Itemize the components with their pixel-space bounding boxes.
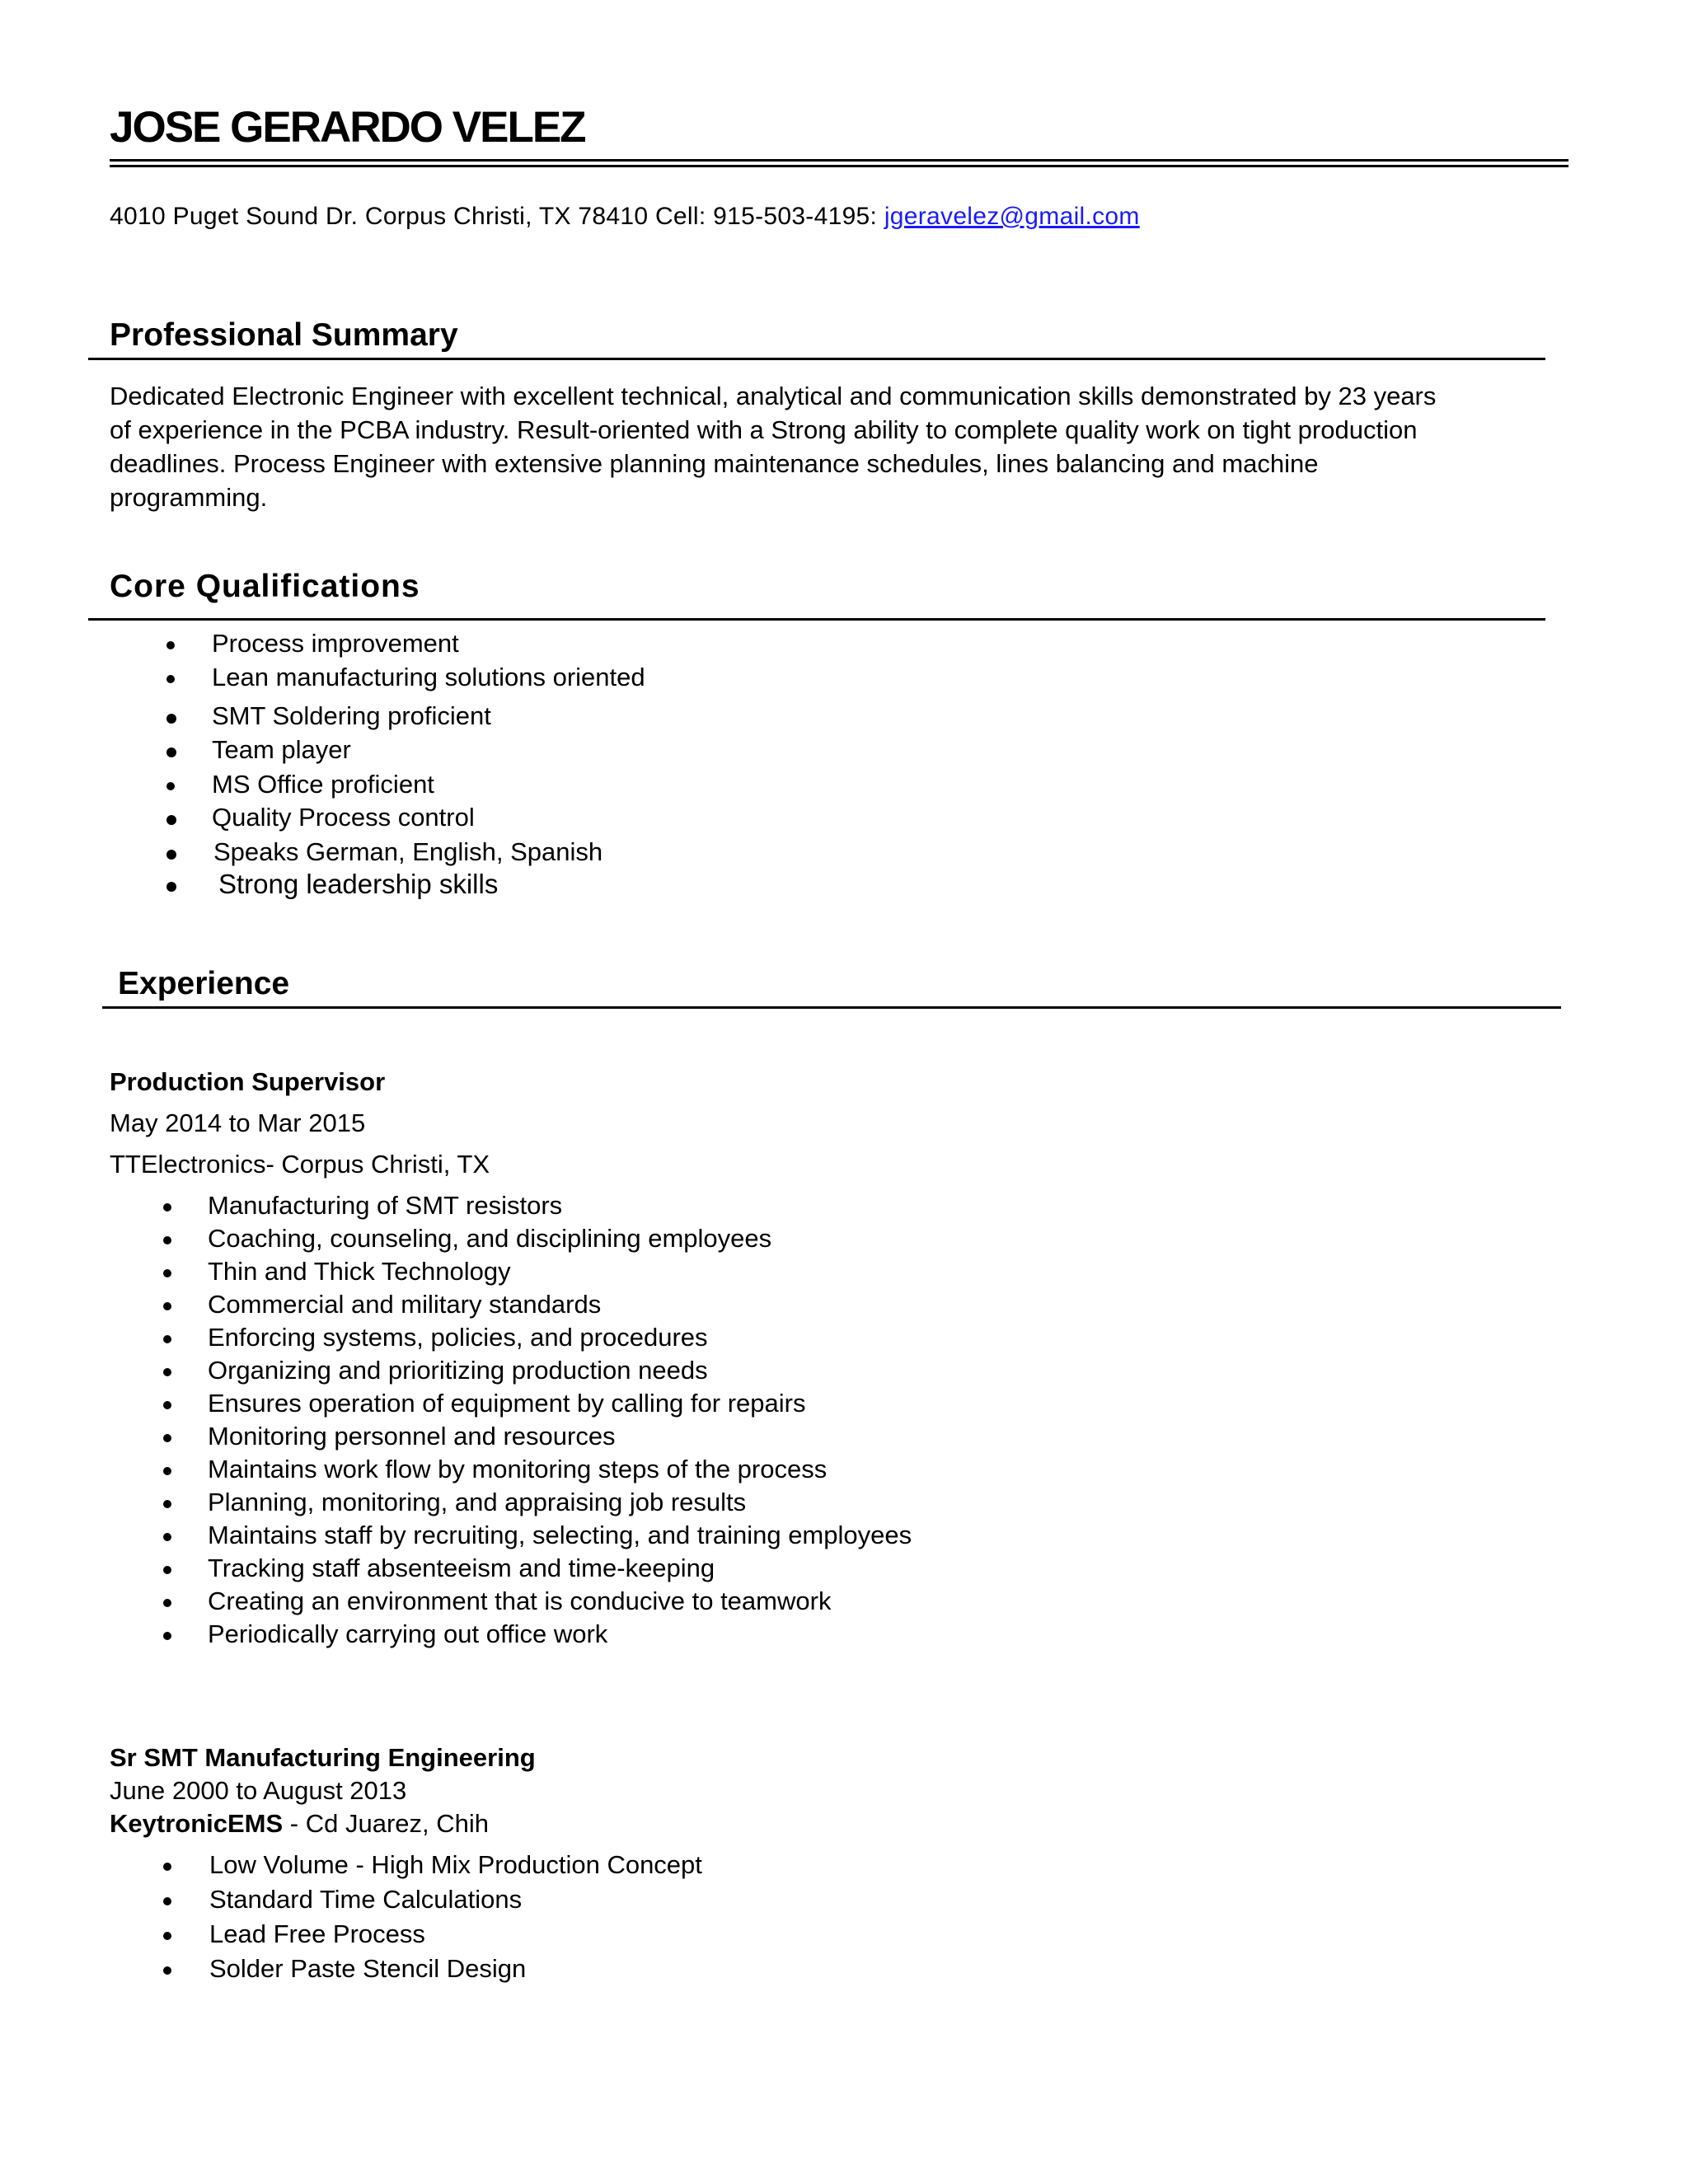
- qualification-item: Lean manufacturing solutions oriented: [212, 663, 645, 691]
- qualifications-rule: [88, 618, 1545, 621]
- summary-line: programming.: [110, 483, 268, 512]
- duty-item: Coaching, counseling, and disciplining employees: [208, 1224, 772, 1253]
- contact-line: [110, 203, 1140, 231]
- duty-item: Organizing and prioritizing production needs: [208, 1356, 708, 1385]
- duty-item: Standard Time Calculations: [209, 1885, 523, 1914]
- job-title: Production Supervisor: [110, 1067, 386, 1096]
- duty-bullet-dot: [163, 1401, 171, 1409]
- job-dates: May 2014 to Mar 2015: [110, 1108, 366, 1137]
- duty-item: Thin and Thick Technology: [208, 1257, 511, 1286]
- experience-rule: [102, 1006, 1561, 1009]
- qualification-item: MS Office proficient: [212, 770, 434, 799]
- duty-bullet-dot: [163, 1368, 171, 1376]
- qualification-bullet-dot: [166, 748, 176, 757]
- contact-address-phone: 4010 Puget Sound Dr. Corpus Christi, TX 78410 Cell: 915-503-4195:: [110, 203, 884, 230]
- summary-title: Professional Summary: [110, 317, 458, 353]
- job-company-line: [110, 1150, 490, 1179]
- duty-item: Manufacturing of SMT resistors: [208, 1191, 563, 1220]
- qualification-bullet-dot: [166, 675, 175, 683]
- qualification-item: Process improvement: [212, 629, 459, 658]
- duty-item: Maintains staff by recruiting, selecting, and training employees: [208, 1521, 912, 1549]
- job-location: - Corpus Christi, TX: [265, 1150, 490, 1179]
- duty-bullet-dot: [163, 1897, 171, 1905]
- job-company: KeytronicEMS: [110, 1809, 284, 1838]
- duty-bullet-dot: [163, 1467, 171, 1475]
- duty-item: Creating an environment that is conducive to teamwork: [208, 1586, 832, 1615]
- job-dates: June 2000 to August 2013: [110, 1776, 407, 1805]
- duty-bullet-dot: [163, 1236, 171, 1244]
- job-title: Sr SMT Manufacturing Engineering: [110, 1743, 536, 1772]
- duty-item: Lead Free Process: [209, 1919, 425, 1948]
- qualification-bullet-dot: [166, 882, 176, 892]
- qualification-item: SMT Soldering proficient: [212, 701, 491, 730]
- duty-bullet-dot: [163, 1932, 171, 1940]
- duty-bullet-dot: [163, 1335, 171, 1343]
- duty-bullet-dot: [163, 1269, 171, 1277]
- qualification-item: Strong leadership skills: [218, 869, 499, 899]
- job-company-line: [110, 1809, 489, 1839]
- header-double-rule: [110, 159, 1568, 167]
- duty-bullet-dot: [163, 1632, 171, 1640]
- duty-item: Low Volume - High Mix Production Concept: [209, 1850, 702, 1879]
- summary-paragraph: [110, 379, 1544, 514]
- duty-bullet-dot: [163, 1533, 171, 1541]
- qualification-bullet-dot: [166, 641, 175, 649]
- job-location: - Cd Juarez, Chih: [283, 1809, 489, 1838]
- duty-item: Enforcing systems, policies, and procedures: [208, 1323, 708, 1352]
- duty-item: Maintains work flow by monitoring steps of the process: [208, 1455, 828, 1483]
- qualification-bullet-dot: [166, 782, 175, 790]
- job-company: TTElectronics: [110, 1150, 266, 1179]
- duty-item: Planning, monitoring, and appraising job results: [208, 1488, 747, 1516]
- summary-rule: [88, 358, 1545, 360]
- qualification-item: Team player: [212, 735, 351, 764]
- duty-bullet-dot: [163, 1966, 171, 1975]
- duty-item: Monitoring personnel and resources: [208, 1422, 616, 1451]
- duty-item: Periodically carrying out office work: [208, 1619, 608, 1648]
- duty-item: Ensures operation of equipment by calling for repairs: [208, 1389, 806, 1418]
- duty-bullet-dot: [163, 1566, 171, 1574]
- qualification-bullet-dot: [166, 714, 176, 724]
- qualification-bullet-dot: [166, 815, 176, 825]
- summary-line: Dedicated Electronic Engineer with excellent technical, analytical and communication skills demonstrated by 23 years: [110, 382, 1437, 410]
- qualification-item: Quality Process control: [212, 803, 475, 832]
- candidate-name: JOSE GERARDO VELEZ: [110, 103, 585, 152]
- experience-title: Experience: [118, 966, 290, 1001]
- qualifications-title: Core Qualifications: [110, 569, 420, 604]
- duty-item: Commercial and military standards: [208, 1290, 602, 1319]
- duty-bullet-dot: [163, 1203, 171, 1212]
- duty-bullet-dot: [163, 1863, 171, 1871]
- duty-item: Tracking staff absenteeism and time-keeping: [208, 1554, 715, 1582]
- summary-line: deadlines. Process Engineer with extensive planning maintenance schedules, lines balancing and machine: [110, 449, 1319, 478]
- qualification-bullet-dot: [166, 850, 176, 860]
- duty-bullet-dot: [163, 1302, 171, 1310]
- email-link[interactable]: jgeravelez@gmail.com: [884, 203, 1140, 230]
- duty-bullet-dot: [163, 1500, 171, 1508]
- summary-line: of experience in the PCBA industry. Result-oriented with a Strong ability to complete quality work on tight production: [110, 415, 1418, 444]
- duty-bullet-dot: [163, 1434, 171, 1442]
- qualification-item: Speaks German, English, Spanish: [213, 837, 603, 866]
- duty-item: Solder Paste Stencil Design: [209, 1954, 527, 1983]
- duty-bullet-dot: [163, 1599, 171, 1607]
